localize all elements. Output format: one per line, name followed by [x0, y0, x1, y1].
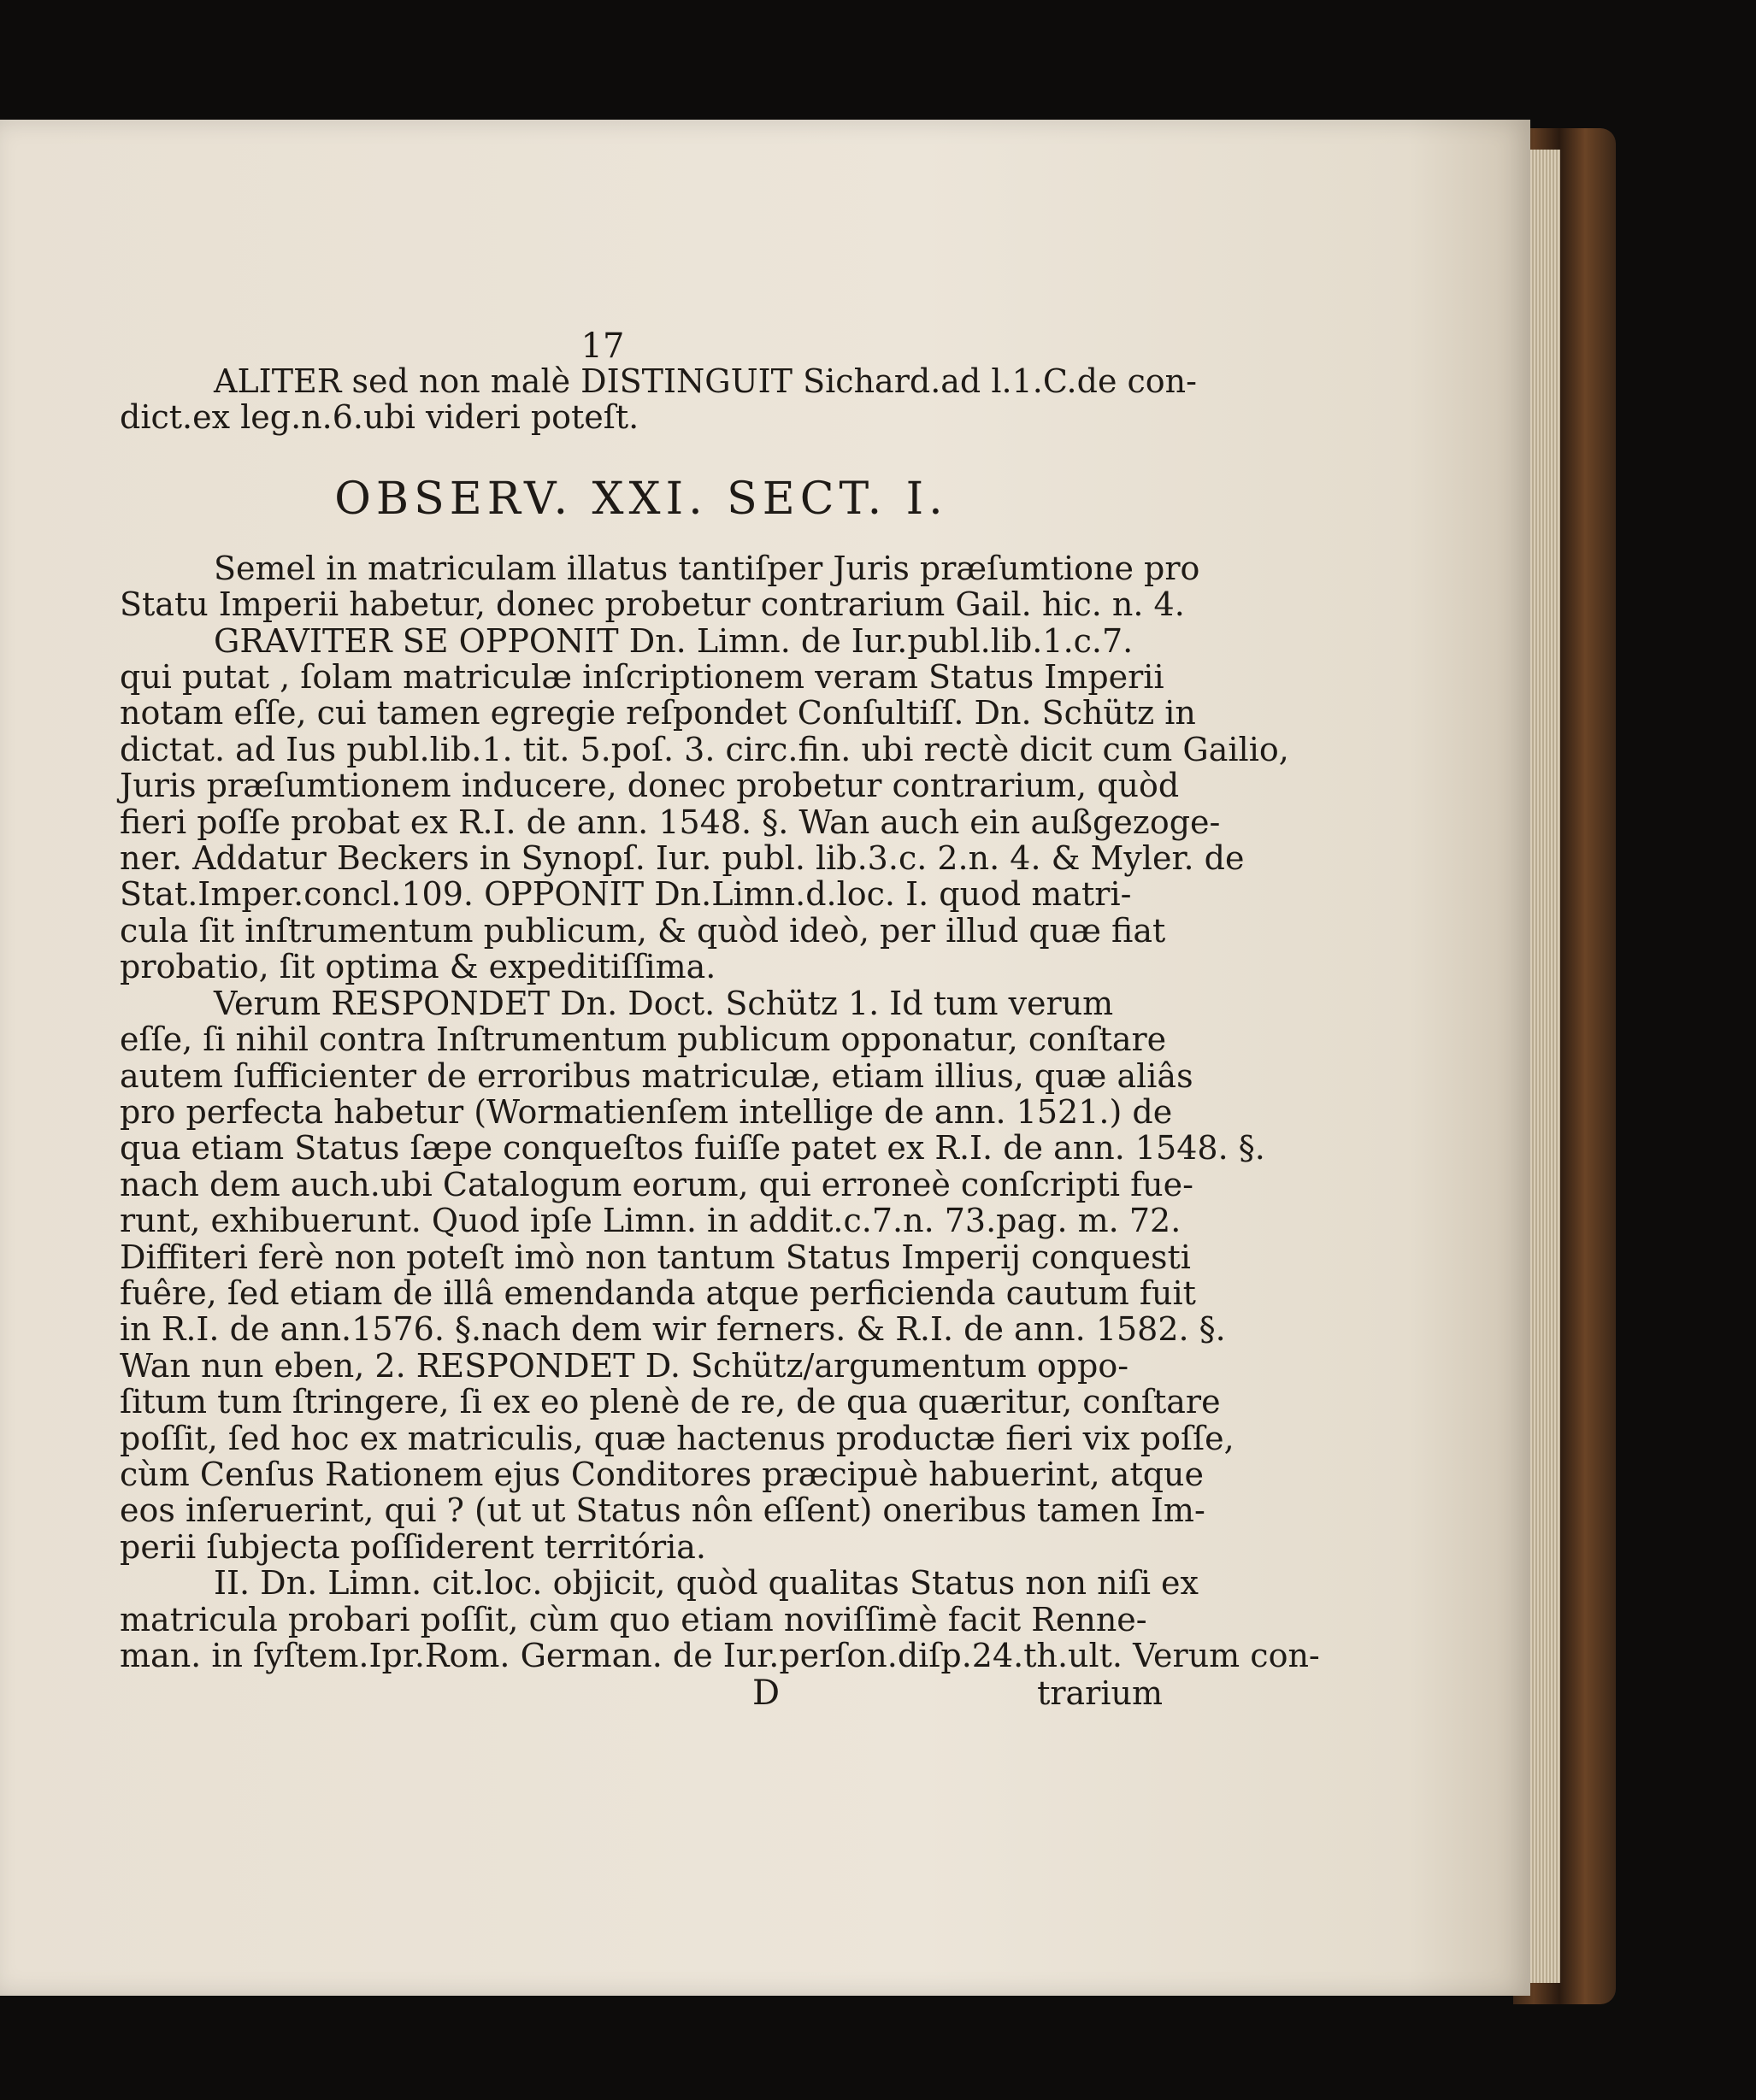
text-line: eſſe, ſi nihil contra Inſtrumentum publicum opponatur, conſtare — [120, 1021, 1167, 1059]
section-heading: OBSERV. XXI. SECT. I. — [334, 473, 948, 525]
text-line: qui putat , ſolam matriculæ inſcriptionem veram Status Imperii — [120, 658, 1164, 697]
text-line: ALITER sed non malè DISTINGUIT Sichard.ad l.1.C.de con- — [214, 362, 1197, 400]
text-line: eos inſeruerint, qui ? (ut ut Status nôn eſſent) oneribus tamen Im- — [120, 1491, 1205, 1530]
text-line: fuêre, ſed etiam de illâ emendanda atque perficienda cautum fuit — [120, 1274, 1196, 1312]
text-line: man. in ſyſtem.Ipr.Rom. German. de Iur.perſon.diſp.24.th.ult. Verum con- — [120, 1637, 1320, 1674]
text-block — [120, 326, 1320, 1714]
text-line: Verum RESPONDET Dn. Doct. Schütz 1. Id tum verum — [214, 984, 1114, 1022]
text-line: pro perfecta habetur (Wormatienſem intellige de ann. 1521.) de — [120, 1092, 1173, 1131]
text-line: Semel in matriculam illatus tantiſper Juris præſumtione pro — [214, 549, 1200, 587]
book-page — [0, 120, 1530, 1996]
text-line: Diffiteri ferè non poteſt imò non tantum Status Imperij conquesti — [120, 1238, 1191, 1276]
text-line: runt, exhibuerunt. Quod ipſe Limn. in addit.c.7.n. 73.pag. m. 72. — [120, 1202, 1181, 1240]
text-line: autem ſufficienter de erroribus matriculæ, etiam illius, quæ aliâs — [120, 1056, 1193, 1095]
page-stack-edge — [1530, 150, 1560, 1983]
body-text — [120, 549, 1320, 1674]
text-line: cula ſit inſtrumentum publicum, & quòd ideò, per illud quæ fiat — [120, 911, 1166, 950]
text-line: GRAVITER SE OPPONIT Dn. Limn. de Iur.publ.lib.1.c.7. — [214, 621, 1134, 660]
catchword: trarium — [1037, 1674, 1163, 1713]
text-line: ner. Addatur Beckers in Synopſ. Iur. publ. lib.3.c. 2.n. 4. & Myler. de — [120, 839, 1245, 878]
text-line: dictat. ad Ius publ.lib.1. tit. 5.poſ. 3. circ.fin. ubi rectè dicit cum Gailio, — [120, 730, 1289, 768]
text-line: Stat.Imper.concl.109. OPPONIT Dn.Limn.d.loc. I. quod matri- — [120, 875, 1132, 914]
text-line: fieri poſſe probat ex R.I. de ann. 1548. §. Wan auch ein außgezoge- — [120, 803, 1221, 841]
text-line: Statu Imperii habetur, donec probetur contrarium Gail. hic. n. 4. — [120, 585, 1185, 624]
text-line: II. Dn. Limn. cit.loc. objicit, quòd qualitas Status non niſi ex — [214, 1564, 1199, 1603]
continuation-text — [120, 362, 1197, 437]
text-line: Wan nun eben, 2. RESPONDET D. Schütz/argumentum oppo- — [120, 1346, 1129, 1385]
text-line: in R.I. de ann.1576. §.nach dem wir ferners. & R.I. de ann. 1582. §. — [120, 1310, 1226, 1349]
text-line: Juris præſumtionem inducere, donec probetur contrarium, quòd — [120, 767, 1180, 805]
page-number: 17 — [580, 326, 625, 366]
text-line: notam eſſe, cui tamen egregie reſpondet Conſultiſſ. Dn. Schütz in — [120, 694, 1196, 732]
text-line: qua etiam Status ſæpe conqueſtos fuiſſe patet ex R.I. de ann. 1548. §. — [120, 1129, 1265, 1168]
signature-mark: D — [752, 1674, 781, 1714]
text-line: nach dem auch.ubi Catalogum eorum, qui erroneè conſcripti fue- — [120, 1165, 1193, 1203]
text-line: perii ſubjecta poſſiderent territória. — [120, 1527, 707, 1566]
text-line: poſſit, ſed hoc ex matriculis, quæ hactenus productæ fieri vix poſſe, — [120, 1419, 1235, 1457]
text-line: probatio, ſit optima & expeditiſſima. — [120, 948, 716, 986]
text-line: dict.ex leg.n.6.ubi videri poteſt. — [120, 398, 639, 437]
text-line: matricula probari poſſit, cùm quo etiam noviſſimè facit Renne- — [120, 1600, 1147, 1638]
page-footer — [120, 1674, 1163, 1714]
text-line: cùm Cenſus Rationem ejus Conditores præcipuè habuerint, atque — [120, 1455, 1205, 1493]
text-line: ſitum tum ſtringere, ſi ex eo plenè de re, de qua quæritur, conſtare — [120, 1383, 1221, 1421]
